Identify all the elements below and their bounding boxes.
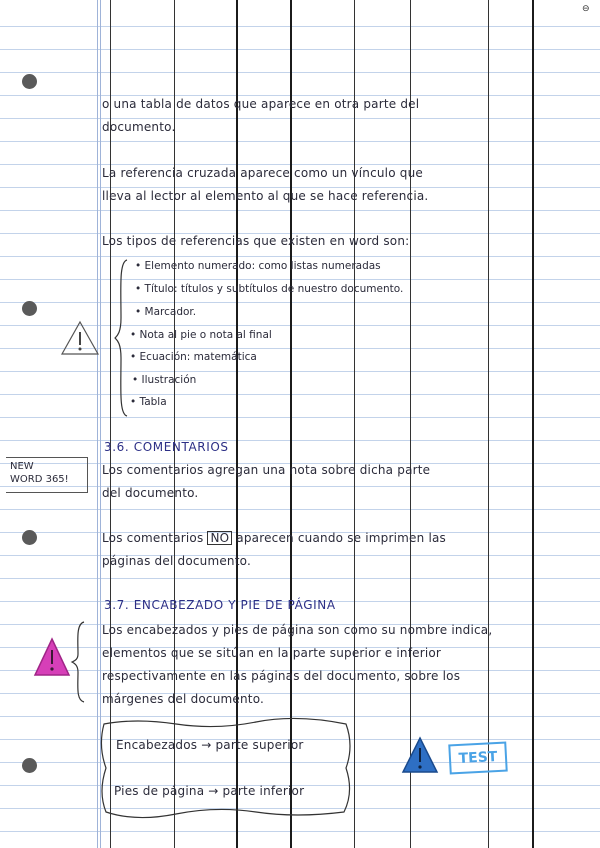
paragraph-line: márgenes del documento.	[102, 692, 265, 706]
text-fragment: aparecen cuando se imprimen las	[236, 531, 446, 545]
list-brace	[113, 258, 129, 418]
blue-triangle-icon	[400, 735, 440, 775]
margin-note-line: NEW	[10, 461, 34, 472]
paragraph-line: La referencia cruzada aparece como un vínculo que	[102, 166, 423, 180]
pen-line	[410, 0, 411, 848]
paragraph-line: páginas del documento.	[102, 554, 251, 568]
pen-line	[532, 0, 534, 848]
section-brace	[70, 620, 86, 704]
paragraph-line: documento.	[102, 120, 176, 134]
list-item: • Ilustración	[132, 374, 197, 386]
punch-hole	[22, 530, 37, 545]
paragraph-line: Los comentarios agregan una nota sobre dicha parte	[102, 463, 431, 477]
margin-note	[6, 457, 88, 493]
pink-triangle-icon	[32, 636, 72, 678]
boxed-word: NO	[207, 531, 232, 545]
margin-note-line: WORD 365!	[10, 474, 69, 485]
list-item: • Elemento numerado: como listas numeradas	[135, 260, 381, 272]
section-heading: 3.7. ENCABEZADO Y PIE DE PÁGINA	[104, 598, 336, 612]
pen-line	[488, 0, 489, 848]
list-item: • Ecuación: matemática	[130, 351, 257, 363]
punch-hole	[22, 301, 37, 316]
list-item: • Tabla	[130, 396, 167, 408]
paragraph-line: del documento.	[102, 486, 199, 500]
paragraph-line: Los tipos de referencias que existen en word son:	[102, 234, 410, 248]
summary-line: Pies de página → parte inferior	[114, 784, 305, 798]
paragraph-line: o una tabla de datos que aparece en otra parte del	[102, 97, 420, 111]
paragraph-line: lleva al lector al elemento al que se hace referencia.	[102, 189, 429, 203]
list-item: • Nota al pie o nota al final	[130, 329, 272, 341]
text-fragment: Los comentarios	[102, 531, 204, 545]
paragraph-line: respectivamente en las páginas del documento, sobre los	[102, 669, 461, 683]
punch-hole	[22, 758, 37, 773]
warning-icon	[58, 318, 102, 358]
test-stamp: TEST	[448, 742, 507, 775]
summary-box	[96, 716, 358, 820]
punch-hole	[22, 74, 37, 89]
corner-mark: ⊖	[582, 4, 590, 14]
summary-line: Encabezados → parte superior	[116, 738, 304, 752]
section-heading: 3.6. COMENTARIOS	[104, 440, 229, 454]
paragraph-line	[102, 531, 446, 545]
paragraph-line: elementos que se sitúan en la parte superior e inferior	[102, 646, 442, 660]
list-item: • Título: títulos y subtítulos de nuestro documento.	[135, 283, 404, 295]
list-item: • Marcador.	[135, 306, 197, 318]
paragraph-line: Los encabezados y pies de página son como su nombre indica,	[102, 623, 493, 637]
